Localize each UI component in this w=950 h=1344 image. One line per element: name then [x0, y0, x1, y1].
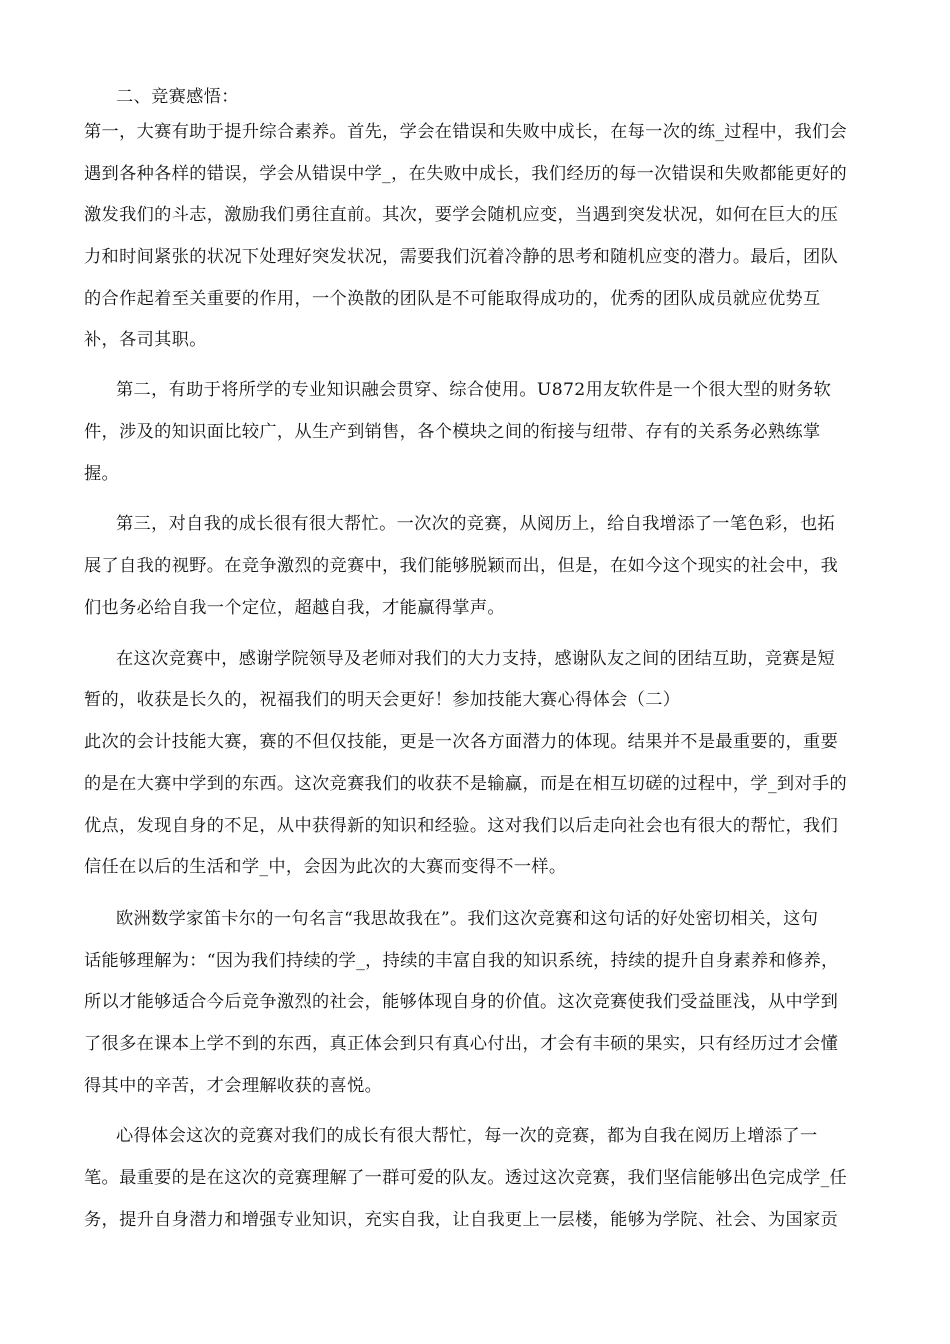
text-line: 信任在以后的生活和学_中，会因为此次的大赛而变得不一样。: [84, 857, 567, 877]
text-line: 第二，有助于将所学的专业知识融会贯穿、综合使用。U872用友软件是一个很大型的财务软: [116, 380, 832, 400]
text-line: 务，提升自身潜力和增强专业知识，充实自我，让自我更上一层楼，能够为学院、社会、为国家贡: [84, 1210, 839, 1230]
text-line: 暂的，收获是长久的，祝福我们的明天会更好！参加技能大赛心得体会（二）: [84, 690, 681, 710]
text-line: 第一，大赛有助于提升综合素养。首先，学会在错误和失败中成长，在每一次的练_过程中，我们会: [84, 122, 848, 142]
text-line: 所以才能够适合今后竞争激烈的社会，能够体现自身的价值。这次竞赛使我们受益匪浅，从中学到: [84, 992, 839, 1012]
text-line: 件，涉及的知识面比较广，从生产到销售，各个模块之间的衔接与纽带、存有的关系务必熟练掌: [84, 422, 821, 442]
text-line: 在这次竞赛中，感谢学院领导及老师对我们的大力支持，感谢队友之间的团结互助，竞赛是短: [116, 649, 836, 669]
text-line: 了很多在课本上学不到的东西，真正体会到只有真心付出，才会有丰硕的果实，只有经历过才会懂: [84, 1034, 839, 1054]
text-line: 展了自我的视野。在竞争激烈的竞赛中，我们能够脱颖而出，但是，在如今这个现实的社会中，我: [84, 556, 839, 576]
text-line: 激发我们的斗志，激励我们勇往直前。其次，要学会随机应变，当遇到突发状况，如何在巨大的压: [84, 205, 839, 225]
text-line: 心得体会这次的竞赛对我们的成长有很大帮忙，每一次的竞赛，都为自我在阅历上增添了一: [116, 1126, 818, 1146]
text-line: 笔。最重要的是在这次的竞赛理解了一群可爱的队友。透过这次竞赛，我们坚信能够出色完成学_任: [84, 1168, 848, 1188]
text-line: 的合作起着至关重要的作用，一个涣散的团队是不可能取得成功的，优秀的团队成员就应优势互: [84, 289, 821, 309]
text-line: 优点，发现自身的不足，从中获得新的知识和经验。这对我们以后走向社会也有很大的帮忙，我们: [84, 816, 839, 836]
text-line: 力和时间紧张的状况下处理好突发状况，需要我们沉着冷静的思考和随机应变的潜力。最后，团队: [84, 247, 839, 267]
text-line: 欧洲数学家笛卡尔的一句名言“我思故我在”。我们这次竞赛和这句话的好处密切相关，这句: [116, 909, 819, 929]
text-line: 补，各司其职。: [84, 330, 207, 350]
text-line: 们也务必给自我一个定位，超越自我，才能赢得掌声。: [84, 598, 505, 618]
text-line: 话能够理解为：“因为我们持续的学_，持续的丰富自我的知识系统，持续的提升自身素养和修养，: [84, 951, 839, 971]
text-line: 得其中的辛苦，才会理解收获的喜悦。: [84, 1076, 383, 1096]
text-line: 第三，对自我的成长很有很大帮忙。一次次的竞赛，从阅历上，给自我增添了一笔色彩，也拓: [116, 514, 836, 534]
text-line: 遇到各种各样的错误，学会从错误中学_，在失败中成长，我们经历的每一次错误和失败都能更好的: [84, 164, 848, 184]
text-line: 的是在大赛中学到的东西。这次竞赛我们的收获不是输赢，而是在相互切磋的过程中，学_到对手的: [84, 774, 848, 794]
section-heading: 二、竞赛感悟：: [116, 87, 239, 107]
text-line: 此次的会计技能大赛，赛的不但仅技能，更是一次各方面潜力的体现。结果并不是最重要的，重要: [84, 732, 839, 752]
text-line: 握。: [84, 464, 120, 484]
